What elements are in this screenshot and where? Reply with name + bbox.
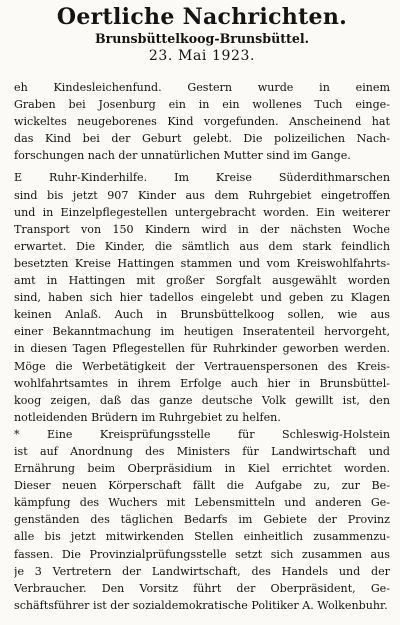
article-line: das Kind bei der Geburt gelebt. Die polizeilichen Nach- [14,132,390,146]
article-line: Graben bei Josenburg ein in ein wollenes Tuch einge- [14,98,390,112]
article-ruhr-kinderhilfe [14,169,390,425]
article-line: wickeltes neugeborenes Kind vorgefunden. Anscheinend hat [14,115,390,129]
article-line: Transport von 150 Kindern wird in der nächsten Woche [14,222,390,236]
article-line: E Ruhr-Kinderhilfe. Im Kreise Süderdithmarschen [14,171,390,185]
article-line: notleidenden Brüdern im Ruhrgebiet zu helfen. [14,410,281,424]
article-line: sind bis jetzt 907 Kinder aus dem Ruhrgebiet eingetroffen [14,188,390,202]
article-line: schäftsführer ist der sozialdemokratische Politiker A. Wolkenbuhr. [14,598,388,612]
article-line: und in Einzelpflegestellen untergebracht worden. Ein weiterer [14,205,390,219]
article-line: fassen. Die Provinzialprüfungsstelle setzt sich zusammen aus [14,547,390,561]
article-line: forschungen nach der unnatürlichen Mutter sind im Gange. [14,149,351,163]
article-line: Möge die Werbetätigkeit der Vertrauenspersonen des Kreis- [14,359,390,373]
article-line: Ernährung beim Oberpräsidium in Kiel errichtet worden. [14,462,390,476]
article-line: einer Bekanntmachung im heutigen Inseratenteil hervorgeht, [14,325,390,339]
dateline: 23. Mai 1923. [148,48,256,64]
article-line: * Eine Kreisprüfungsstelle für Schleswig-Holstein [14,427,390,441]
article-line: besetzten Kreise Hattingen stammen und vom Kreiswohlfahrts- [14,256,390,270]
article-line: Dieser neuen Körperschaft fällt die Aufgabe zu, zur Be- [14,479,390,493]
article-line: in diesen Tagen Pflegestellen für Ruhrkinder geworben werden. [14,342,390,356]
article-line: wohlfahrtsamtes in ihrem Erfolge auch hier in Brunsbüttel- [14,376,390,390]
article-line: genständen des täglichen Bedarfs im Gebiete der Provinz [14,513,390,527]
section-title: Oertliche Nachrichten. [56,4,348,30]
article-line: je 3 Vertretern der Landwirtschaft, des Handels und der [14,564,390,578]
article-line: kämpfung des Wuchers mit Lebensmitteln und anderen Ge- [14,496,390,510]
article-kindesleichenfund [14,79,390,164]
article-kreispruefungsstelle [14,426,390,614]
article-line: koog zeigen, daß das ganze deutsche Volk gewillt ist, den [14,393,390,407]
article-line: eh Kindesleichenfund. Gestern wurde in einem [14,81,390,94]
article-line: sind, haben sich hier tadellos eingelebt und geben zu Klagen [14,291,390,305]
article-line: Verbraucher. Den Vorsitz führt der Oberpräsident, Ge- [14,581,390,595]
article-line: keinen Anlaß. Auch in Brunsbüttelkoog sollen, wie aus [14,308,390,322]
article-line: amt in Hattingen mit großer Sorgfalt ausgewählt worden [14,274,390,288]
section-subtitle: Brunsbüttelkoog-Brunsbüttel. [94,31,310,46]
article-line: ist auf Anordnung des Ministers für Landwirtschaft und [14,444,390,458]
article-line: alle bis jetzt mitwirkenden Stellen einheitlich zusammenzu- [14,530,390,544]
article-line: erwartet. Die Kinder, die sämtlich aus dem stark feindlich [14,239,390,253]
